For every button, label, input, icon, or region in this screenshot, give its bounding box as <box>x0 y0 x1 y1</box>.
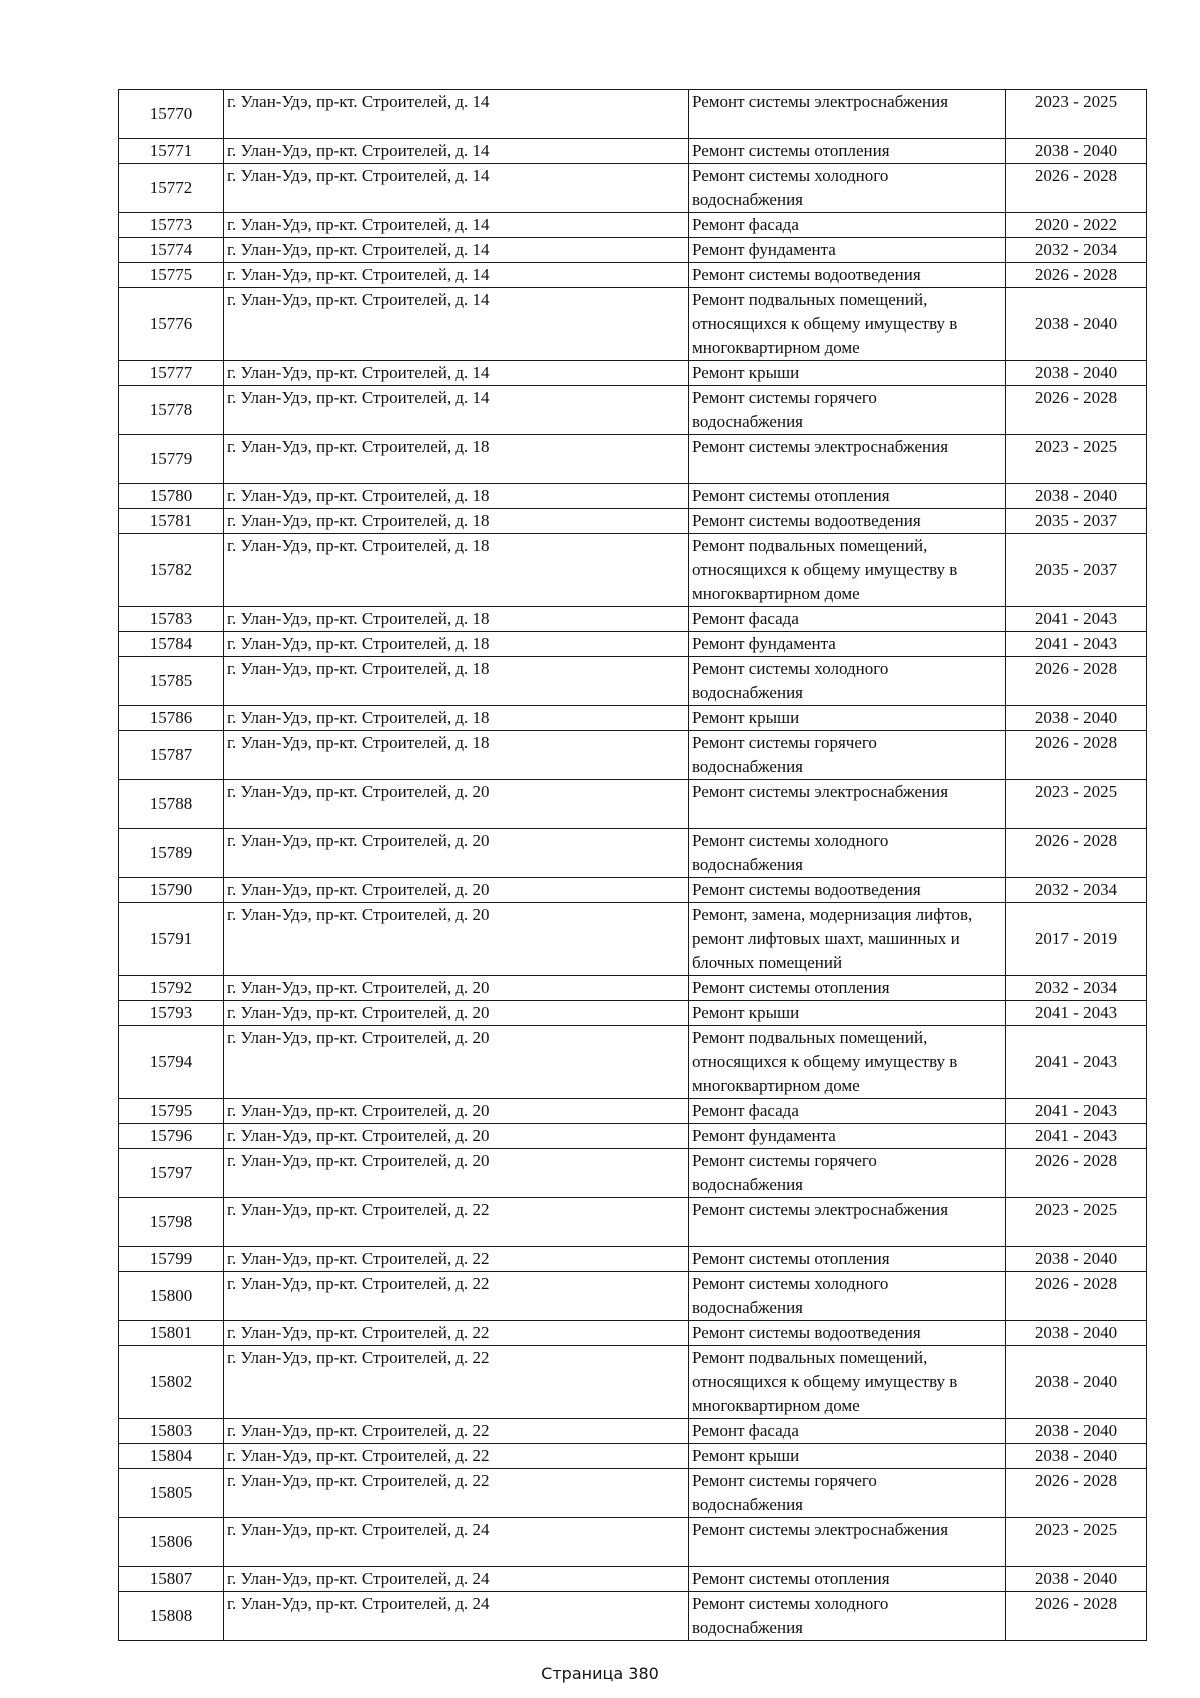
work-type-line: водоснабжения <box>692 1175 803 1194</box>
work-type-cell <box>689 1001 1006 1026</box>
work-type-line: водоснабжения <box>692 1298 803 1317</box>
row-number: 15782 <box>119 534 224 607</box>
work-type-line: Ремонт фундамента <box>692 1126 836 1145</box>
period-cell: 2038 - 2040 <box>1006 706 1147 731</box>
work-type-cell <box>689 829 1006 878</box>
address-cell: г. Улан-Удэ, пр-кт. Строителей, д. 20 <box>224 1001 689 1026</box>
address-cell: г. Улан-Удэ, пр-кт. Строителей, д. 14 <box>224 139 689 164</box>
table-row <box>119 1026 1147 1099</box>
row-number: 15780 <box>119 484 224 509</box>
period-cell: 2026 - 2028 <box>1006 1272 1147 1321</box>
period-cell: 2041 - 2043 <box>1006 632 1147 657</box>
work-type-line: Ремонт системы электроснабжения <box>692 1200 949 1219</box>
row-number: 15787 <box>119 731 224 780</box>
row-number: 15792 <box>119 976 224 1001</box>
table-row <box>119 1444 1147 1469</box>
address-cell: г. Улан-Удэ, пр-кт. Строителей, д. 22 <box>224 1321 689 1346</box>
address-cell: г. Улан-Удэ, пр-кт. Строителей, д. 20 <box>224 1099 689 1124</box>
table-row <box>119 164 1147 213</box>
period-cell: 2023 - 2025 <box>1006 1518 1147 1567</box>
address-cell: г. Улан-Удэ, пр-кт. Строителей, д. 18 <box>224 657 689 706</box>
work-type-line: многоквартирном доме <box>692 1076 860 1095</box>
work-type-cell <box>689 139 1006 164</box>
work-type-cell <box>689 164 1006 213</box>
table-row <box>119 386 1147 435</box>
table-row <box>119 607 1147 632</box>
work-type-line: Ремонт системы водоотведения <box>692 511 921 530</box>
address-cell: г. Улан-Удэ, пр-кт. Строителей, д. 20 <box>224 878 689 903</box>
address-cell: г. Улан-Удэ, пр-кт. Строителей, д. 22 <box>224 1469 689 1518</box>
work-type-cell <box>689 1592 1006 1641</box>
page-number-label: Страница 380 <box>541 1664 659 1683</box>
address-cell: г. Улан-Удэ, пр-кт. Строителей, д. 20 <box>224 1026 689 1099</box>
period-cell: 2041 - 2043 <box>1006 1026 1147 1099</box>
work-type-cell <box>689 706 1006 731</box>
period-cell: 2038 - 2040 <box>1006 139 1147 164</box>
address-cell: г. Улан-Удэ, пр-кт. Строителей, д. 24 <box>224 1518 689 1567</box>
work-type-line: водоснабжения <box>692 190 803 209</box>
work-type-cell <box>689 238 1006 263</box>
period-cell: 2032 - 2034 <box>1006 976 1147 1001</box>
work-type-cell <box>689 731 1006 780</box>
address-cell: г. Улан-Удэ, пр-кт. Строителей, д. 22 <box>224 1272 689 1321</box>
work-type-line: Ремонт фасада <box>692 215 799 234</box>
work-type-cell <box>689 903 1006 976</box>
work-type-line: Ремонт фундамента <box>692 634 836 653</box>
table-row <box>119 213 1147 238</box>
work-type-line: Ремонт системы электроснабжения <box>692 782 949 801</box>
row-number: 15808 <box>119 1592 224 1641</box>
row-number: 15793 <box>119 1001 224 1026</box>
address-cell: г. Улан-Удэ, пр-кт. Строителей, д. 14 <box>224 361 689 386</box>
row-number: 15784 <box>119 632 224 657</box>
period-cell: 2026 - 2028 <box>1006 1592 1147 1641</box>
table-row <box>119 706 1147 731</box>
address-cell: г. Улан-Удэ, пр-кт. Строителей, д. 22 <box>224 1198 689 1247</box>
work-type-line: Ремонт системы холодного <box>692 166 889 185</box>
table-row <box>119 1321 1147 1346</box>
table-row <box>119 484 1147 509</box>
period-cell: 2026 - 2028 <box>1006 263 1147 288</box>
work-type-line: относящихся к общему имуществу в <box>692 560 958 579</box>
row-number: 15772 <box>119 164 224 213</box>
work-type-line: многоквартирном доме <box>692 1396 860 1415</box>
work-type-cell <box>689 1026 1006 1099</box>
table-row <box>119 288 1147 361</box>
row-number: 15776 <box>119 288 224 361</box>
table-row <box>119 1567 1147 1592</box>
work-type-cell <box>689 780 1006 829</box>
table-row <box>119 1419 1147 1444</box>
row-number: 15790 <box>119 878 224 903</box>
table-row <box>119 90 1147 139</box>
address-cell: г. Улан-Удэ, пр-кт. Строителей, д. 22 <box>224 1247 689 1272</box>
work-type-line: Ремонт подвальных помещений, <box>692 290 928 309</box>
period-cell: 2017 - 2019 <box>1006 903 1147 976</box>
work-type-line: Ремонт системы горячего <box>692 1151 877 1170</box>
row-number: 15773 <box>119 213 224 238</box>
address-cell: г. Улан-Удэ, пр-кт. Строителей, д. 14 <box>224 386 689 435</box>
row-number: 15775 <box>119 263 224 288</box>
period-cell: 2035 - 2037 <box>1006 509 1147 534</box>
row-number: 15796 <box>119 1124 224 1149</box>
row-number: 15795 <box>119 1099 224 1124</box>
work-type-cell <box>689 1346 1006 1419</box>
work-type-line: Ремонт подвальных помещений, <box>692 1028 928 1047</box>
address-cell: г. Улан-Удэ, пр-кт. Строителей, д. 22 <box>224 1346 689 1419</box>
row-number: 15802 <box>119 1346 224 1419</box>
work-type-line: водоснабжения <box>692 412 803 431</box>
address-cell: г. Улан-Удэ, пр-кт. Строителей, д. 20 <box>224 829 689 878</box>
period-cell: 2038 - 2040 <box>1006 1321 1147 1346</box>
work-type-line: водоснабжения <box>692 683 803 702</box>
work-type-line: Ремонт фасада <box>692 609 799 628</box>
work-type-cell <box>689 632 1006 657</box>
work-type-line: Ремонт системы холодного <box>692 1274 889 1293</box>
period-cell: 2023 - 2025 <box>1006 1198 1147 1247</box>
work-type-line: водоснабжения <box>692 1495 803 1514</box>
table-row <box>119 657 1147 706</box>
row-number: 15771 <box>119 139 224 164</box>
period-cell: 2038 - 2040 <box>1006 1346 1147 1419</box>
work-type-line: Ремонт системы отопления <box>692 141 890 160</box>
address-cell: г. Улан-Удэ, пр-кт. Строителей, д. 14 <box>224 238 689 263</box>
table-row <box>119 878 1147 903</box>
address-cell: г. Улан-Удэ, пр-кт. Строителей, д. 18 <box>224 632 689 657</box>
address-cell: г. Улан-Удэ, пр-кт. Строителей, д. 18 <box>224 607 689 632</box>
work-type-cell <box>689 1099 1006 1124</box>
work-type-cell <box>689 1518 1006 1567</box>
work-type-cell <box>689 484 1006 509</box>
address-cell: г. Улан-Удэ, пр-кт. Строителей, д. 20 <box>224 780 689 829</box>
table-row <box>119 1149 1147 1198</box>
period-cell: 2023 - 2025 <box>1006 435 1147 484</box>
work-type-line: Ремонт системы отопления <box>692 1569 890 1588</box>
work-type-line: Ремонт системы холодного <box>692 1594 889 1613</box>
address-cell: г. Улан-Удэ, пр-кт. Строителей, д. 14 <box>224 90 689 139</box>
work-type-line: Ремонт фасада <box>692 1101 799 1120</box>
period-cell: 2023 - 2025 <box>1006 780 1147 829</box>
period-cell: 2026 - 2028 <box>1006 657 1147 706</box>
address-cell: г. Улан-Удэ, пр-кт. Строителей, д. 22 <box>224 1444 689 1469</box>
table-row <box>119 903 1147 976</box>
work-type-line: многоквартирном доме <box>692 584 860 603</box>
work-type-cell <box>689 1444 1006 1469</box>
table-row <box>119 139 1147 164</box>
table-row <box>119 1198 1147 1247</box>
period-cell: 2023 - 2025 <box>1006 90 1147 139</box>
work-type-cell <box>689 1567 1006 1592</box>
period-cell: 2032 - 2034 <box>1006 238 1147 263</box>
work-type-line: Ремонт крыши <box>692 1446 800 1465</box>
page-footer <box>0 1664 1200 1683</box>
repair-schedule-table <box>118 89 1147 1641</box>
work-type-line: Ремонт крыши <box>692 708 800 727</box>
table-row <box>119 1592 1147 1641</box>
address-cell: г. Улан-Удэ, пр-кт. Строителей, д. 24 <box>224 1567 689 1592</box>
work-type-cell <box>689 361 1006 386</box>
work-type-line: ремонт лифтовых шахт, машинных и <box>692 929 960 948</box>
address-cell: г. Улан-Удэ, пр-кт. Строителей, д. 20 <box>224 976 689 1001</box>
row-number: 15794 <box>119 1026 224 1099</box>
table-row <box>119 1247 1147 1272</box>
row-number: 15791 <box>119 903 224 976</box>
table-row <box>119 534 1147 607</box>
period-cell: 2026 - 2028 <box>1006 1469 1147 1518</box>
row-number: 15799 <box>119 1247 224 1272</box>
address-cell: г. Улан-Удэ, пр-кт. Строителей, д. 22 <box>224 1419 689 1444</box>
work-type-cell <box>689 509 1006 534</box>
table-row <box>119 632 1147 657</box>
table-row <box>119 1469 1147 1518</box>
address-cell: г. Улан-Удэ, пр-кт. Строителей, д. 14 <box>224 288 689 361</box>
work-type-line: Ремонт системы холодного <box>692 659 889 678</box>
address-cell: г. Улан-Удэ, пр-кт. Строителей, д. 20 <box>224 1149 689 1198</box>
work-type-line: Ремонт фундамента <box>692 240 836 259</box>
table-row <box>119 509 1147 534</box>
row-number: 15807 <box>119 1567 224 1592</box>
work-type-line: Ремонт подвальных помещений, <box>692 536 928 555</box>
work-type-line: Ремонт системы водоотведения <box>692 1323 921 1342</box>
row-number: 15786 <box>119 706 224 731</box>
table-row <box>119 1099 1147 1124</box>
work-type-line: Ремонт системы электроснабжения <box>692 1520 949 1539</box>
row-number: 15804 <box>119 1444 224 1469</box>
address-cell: г. Улан-Удэ, пр-кт. Строителей, д. 18 <box>224 534 689 607</box>
period-cell: 2020 - 2022 <box>1006 213 1147 238</box>
table-row <box>119 780 1147 829</box>
work-type-cell <box>689 607 1006 632</box>
work-type-cell <box>689 1419 1006 1444</box>
address-cell: г. Улан-Удэ, пр-кт. Строителей, д. 14 <box>224 164 689 213</box>
table-row <box>119 1346 1147 1419</box>
work-type-line: относящихся к общему имуществу в <box>692 1052 958 1071</box>
table-row <box>119 361 1147 386</box>
work-type-line: Ремонт системы водоотведения <box>692 265 921 284</box>
table-row <box>119 976 1147 1001</box>
work-type-line: относящихся к общему имуществу в <box>692 314 958 333</box>
period-cell: 2038 - 2040 <box>1006 1419 1147 1444</box>
period-cell: 2026 - 2028 <box>1006 386 1147 435</box>
work-type-cell <box>689 386 1006 435</box>
row-number: 15770 <box>119 90 224 139</box>
work-type-cell <box>689 1321 1006 1346</box>
period-cell: 2038 - 2040 <box>1006 1567 1147 1592</box>
row-number: 15788 <box>119 780 224 829</box>
table-row <box>119 1124 1147 1149</box>
work-type-line: Ремонт системы электроснабжения <box>692 437 949 456</box>
table-row <box>119 238 1147 263</box>
period-cell: 2038 - 2040 <box>1006 1247 1147 1272</box>
work-type-line: Ремонт системы отопления <box>692 978 890 997</box>
row-number: 15801 <box>119 1321 224 1346</box>
row-number: 15800 <box>119 1272 224 1321</box>
work-type-cell <box>689 1149 1006 1198</box>
address-cell: г. Улан-Удэ, пр-кт. Строителей, д. 24 <box>224 1592 689 1641</box>
table-row <box>119 1518 1147 1567</box>
address-cell: г. Улан-Удэ, пр-кт. Строителей, д. 18 <box>224 706 689 731</box>
work-type-line: блочных помещений <box>692 953 843 972</box>
period-cell: 2035 - 2037 <box>1006 534 1147 607</box>
period-cell: 2032 - 2034 <box>1006 878 1147 903</box>
work-type-line: Ремонт системы холодного <box>692 831 889 850</box>
period-cell: 2038 - 2040 <box>1006 1444 1147 1469</box>
work-type-line: Ремонт системы горячего <box>692 733 877 752</box>
row-number: 15777 <box>119 361 224 386</box>
row-number: 15785 <box>119 657 224 706</box>
table-row <box>119 263 1147 288</box>
table-row <box>119 1272 1147 1321</box>
work-type-cell <box>689 657 1006 706</box>
work-type-line: водоснабжения <box>692 1618 803 1637</box>
row-number: 15797 <box>119 1149 224 1198</box>
address-cell: г. Улан-Удэ, пр-кт. Строителей, д. 20 <box>224 903 689 976</box>
period-cell: 2038 - 2040 <box>1006 288 1147 361</box>
work-type-line: Ремонт системы водоотведения <box>692 880 921 899</box>
period-cell: 2041 - 2043 <box>1006 1124 1147 1149</box>
work-type-cell <box>689 90 1006 139</box>
row-number: 15774 <box>119 238 224 263</box>
work-type-line: водоснабжения <box>692 757 803 776</box>
period-cell: 2041 - 2043 <box>1006 1001 1147 1026</box>
address-cell: г. Улан-Удэ, пр-кт. Строителей, д. 18 <box>224 509 689 534</box>
work-type-line: относящихся к общему имуществу в <box>692 1372 958 1391</box>
work-type-line: Ремонт системы горячего <box>692 388 877 407</box>
address-cell: г. Улан-Удэ, пр-кт. Строителей, д. 14 <box>224 263 689 288</box>
work-type-cell <box>689 263 1006 288</box>
work-type-cell <box>689 976 1006 1001</box>
work-type-line: Ремонт системы горячего <box>692 1471 877 1490</box>
work-type-cell <box>689 1272 1006 1321</box>
work-type-cell <box>689 878 1006 903</box>
period-cell: 2041 - 2043 <box>1006 607 1147 632</box>
row-number: 15779 <box>119 435 224 484</box>
row-number: 15803 <box>119 1419 224 1444</box>
table-row <box>119 731 1147 780</box>
period-cell: 2038 - 2040 <box>1006 361 1147 386</box>
period-cell: 2041 - 2043 <box>1006 1099 1147 1124</box>
table-row <box>119 829 1147 878</box>
row-number: 15806 <box>119 1518 224 1567</box>
work-type-line: многоквартирном доме <box>692 338 860 357</box>
work-type-cell <box>689 1124 1006 1149</box>
row-number: 15789 <box>119 829 224 878</box>
work-type-line: Ремонт крыши <box>692 363 800 382</box>
address-cell: г. Улан-Удэ, пр-кт. Строителей, д. 20 <box>224 1124 689 1149</box>
address-cell: г. Улан-Удэ, пр-кт. Строителей, д. 18 <box>224 435 689 484</box>
row-number: 15798 <box>119 1198 224 1247</box>
work-type-line: Ремонт системы электроснабжения <box>692 92 949 111</box>
work-type-cell <box>689 288 1006 361</box>
work-type-line: Ремонт системы отопления <box>692 1249 890 1268</box>
work-type-line: Ремонт системы отопления <box>692 486 890 505</box>
period-cell: 2026 - 2028 <box>1006 731 1147 780</box>
row-number: 15778 <box>119 386 224 435</box>
work-type-line: Ремонт фасада <box>692 1421 799 1440</box>
address-cell: г. Улан-Удэ, пр-кт. Строителей, д. 18 <box>224 731 689 780</box>
table-row <box>119 1001 1147 1026</box>
row-number: 15805 <box>119 1469 224 1518</box>
address-cell: г. Улан-Удэ, пр-кт. Строителей, д. 18 <box>224 484 689 509</box>
period-cell: 2026 - 2028 <box>1006 164 1147 213</box>
work-type-cell <box>689 1247 1006 1272</box>
period-cell: 2038 - 2040 <box>1006 484 1147 509</box>
period-cell: 2026 - 2028 <box>1006 829 1147 878</box>
work-type-line: Ремонт, замена, модернизация лифтов, <box>692 905 973 924</box>
table-row <box>119 435 1147 484</box>
work-type-line: водоснабжения <box>692 855 803 874</box>
row-number: 15781 <box>119 509 224 534</box>
work-type-cell <box>689 213 1006 238</box>
work-type-cell <box>689 1198 1006 1247</box>
address-cell: г. Улан-Удэ, пр-кт. Строителей, д. 14 <box>224 213 689 238</box>
period-cell: 2026 - 2028 <box>1006 1149 1147 1198</box>
work-type-line: Ремонт крыши <box>692 1003 800 1022</box>
work-type-cell <box>689 435 1006 484</box>
work-type-cell <box>689 1469 1006 1518</box>
table-body <box>119 90 1147 1641</box>
work-type-cell <box>689 534 1006 607</box>
work-type-line: Ремонт подвальных помещений, <box>692 1348 928 1367</box>
row-number: 15783 <box>119 607 224 632</box>
